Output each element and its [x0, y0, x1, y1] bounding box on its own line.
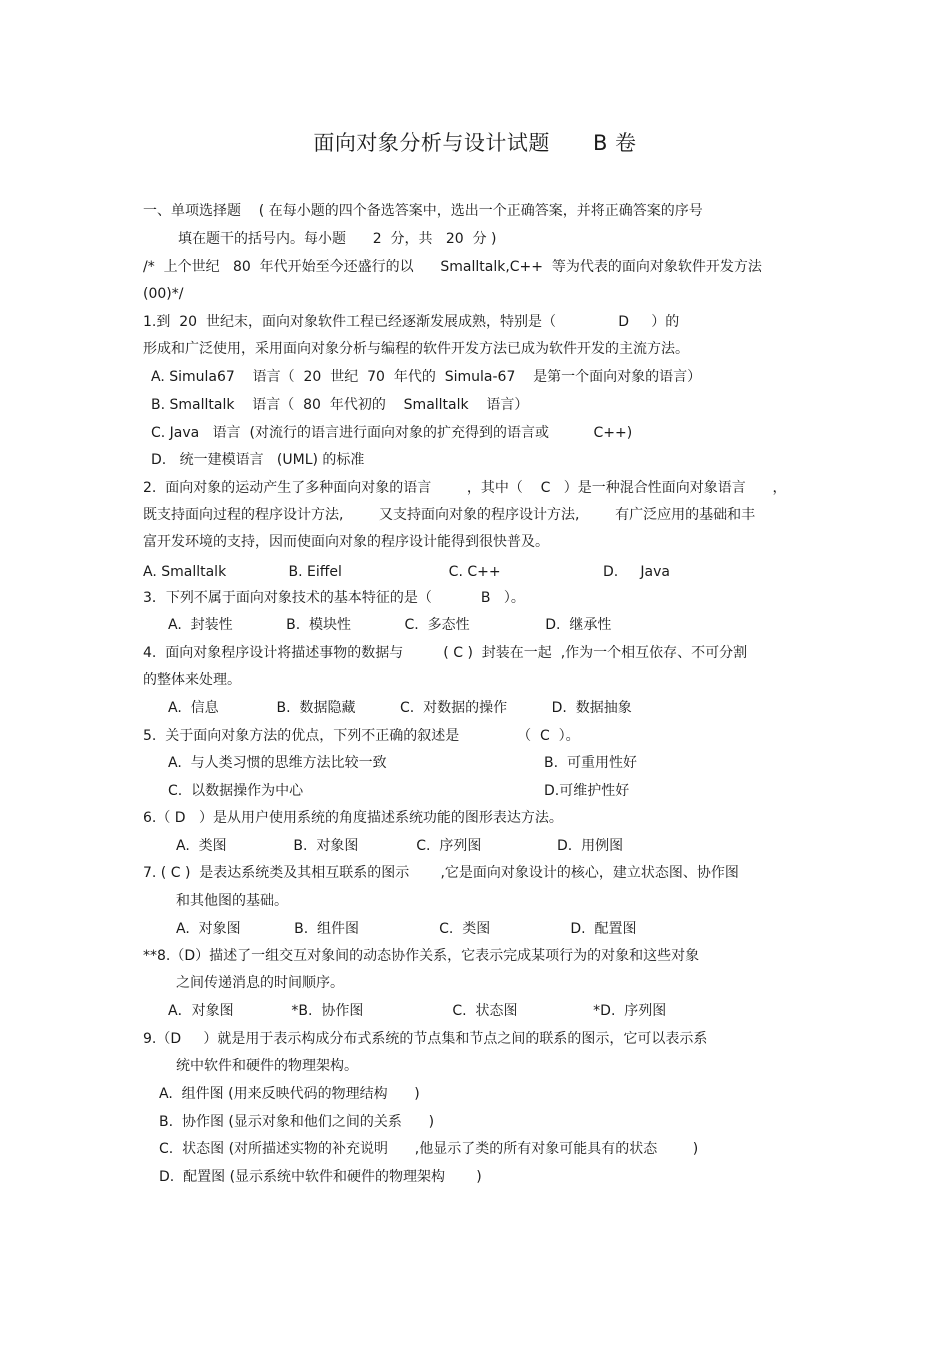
section-heading-cont: 填在题干的括号内。每小题 2 分，共 20 分 ) — [178, 231, 497, 247]
question-2: 2. 面向对象的运动产生了多种面向对象的语言 ，其中（ C ）是一种混合性面向对象语言 ， — [143, 480, 787, 496]
q5-option-a: A. 与人类习惯的思维方法比较一致 — [168, 755, 387, 771]
comment-line-cont: (00)*/ — [143, 286, 184, 302]
question-8-cont: 之间传递消息的时间顺序。 — [176, 975, 344, 991]
q9-option-c: C. 状态图 (对所描述实物的补充说明 ,他显示了类的所有对象可能具有的状态 ) — [159, 1141, 699, 1157]
question-9: 9.（D ）就是用于表示构成分布式系统的节点集和节点之间的联系的图示，它可以表示系 — [143, 1031, 708, 1047]
question-7-cont: 和其他图的基础。 — [176, 893, 288, 909]
question-1-cont: 形成和广泛使用，采用面向对象分析与编程的软件开发方法已成为软件开发的主流方法。 — [143, 341, 689, 357]
q7-options: A. 对象图 B. 组件图 C. 类图 D. 配置图 — [176, 921, 637, 937]
q6-options: A. 类图 B. 对象图 C. 序列图 D. 用例图 — [176, 838, 624, 854]
q9-option-a: A. 组件图 (用来反映代码的物理结构 ) — [159, 1086, 420, 1102]
question-4: 4. 面向对象程序设计将描述事物的数据与 ( C ) 封装在一起 ,作为一个相互依存、不可分割 — [143, 645, 748, 661]
question-9-cont: 统中软件和硬件的物理架构。 — [176, 1058, 358, 1074]
q8-options: A．对象图 *B. 协作图 C. 状态图 *D. 序列图 — [168, 1003, 667, 1019]
question-7: 7. ( C ) 是表达系统类及其相互联系的图示 ,它是面向对象设计的核心，建立状态图、协作图 — [143, 865, 739, 881]
q1-option-a: A. Simula67 语言（ 20 世纪 70 年代的 Simula-67 是第一个面向对象的语言） — [151, 369, 702, 385]
question-3: 3．下列不属于面向对象技术的基本特征的是（ B ）。 — [143, 590, 525, 606]
q1-option-b: B. Smalltalk 语言（ 80 年代初的 Smalltalk 语言） — [151, 397, 529, 413]
q2-options: A. Smalltalk B. Eiffel C. C++ D. Java — [143, 564, 670, 580]
q3-options: A. 封装性 B. 模块性 C. 多态性 D. 继承性 — [168, 617, 612, 633]
question-1: 1.到 20 世纪末，面向对象软件工程已经逐渐发展成熟，特别是（ D ）的 — [143, 314, 680, 330]
section-heading: 一、单项选择题 ( 在每小题的四个备选答案中，选出一个正确答案，并将正确答案的序号 — [143, 203, 703, 219]
q9-option-d: D. 配置图 (显示系统中软件和硬件的物理架构 ) — [159, 1169, 482, 1185]
question-6: 6.（ D ）是从用户使用系统的角度描述系统功能的图形表达方法。 — [143, 810, 563, 826]
q4-options: A. 信息 B. 数据隐藏 C. 对数据的操作 D. 数据抽象 — [168, 700, 632, 716]
q5-option-b: B. 可重用性好 — [544, 755, 637, 771]
q1-option-d: D. 统一建模语言 (UML) 的标准 — [151, 452, 365, 468]
document-title: 面向对象分析与设计试题 B 卷 — [313, 131, 637, 155]
q5-option-c: C. 以数据操作为中心 — [168, 783, 304, 799]
q9-option-b: B. 协作图 (显示对象和他们之间的关系 ) — [159, 1114, 435, 1130]
comment-line: /* 上个世纪 80 年代开始至今还盛行的以 Smalltalk,C++ 等为代表的面向对象软件开发方法 — [143, 259, 762, 275]
question-4-cont: 的整体来处理。 — [143, 672, 241, 688]
question-8: **8.（D）描述了一组交互对象间的动态协作关系，它表示完成某项行为的对象和这些对象 — [143, 948, 700, 964]
q1-option-c: C. Java 语言 (对流行的语言进行面向对象的扩充得到的语言或 C++) — [151, 425, 633, 441]
q5-option-d: D.可维护性好 — [544, 783, 630, 799]
question-2-cont: 富开发环境的支持，因而使面向对象的程序设计能得到很快普及。 — [143, 534, 549, 550]
question-5: 5. 关于面向对象方法的优点，下列不正确的叙述是 （ C ）。 — [143, 728, 580, 744]
question-2-cont: 既支持面向过程的程序设计方法, 又支持面向对象的程序设计方法, 有广泛应用的基础和丰 — [143, 507, 756, 523]
